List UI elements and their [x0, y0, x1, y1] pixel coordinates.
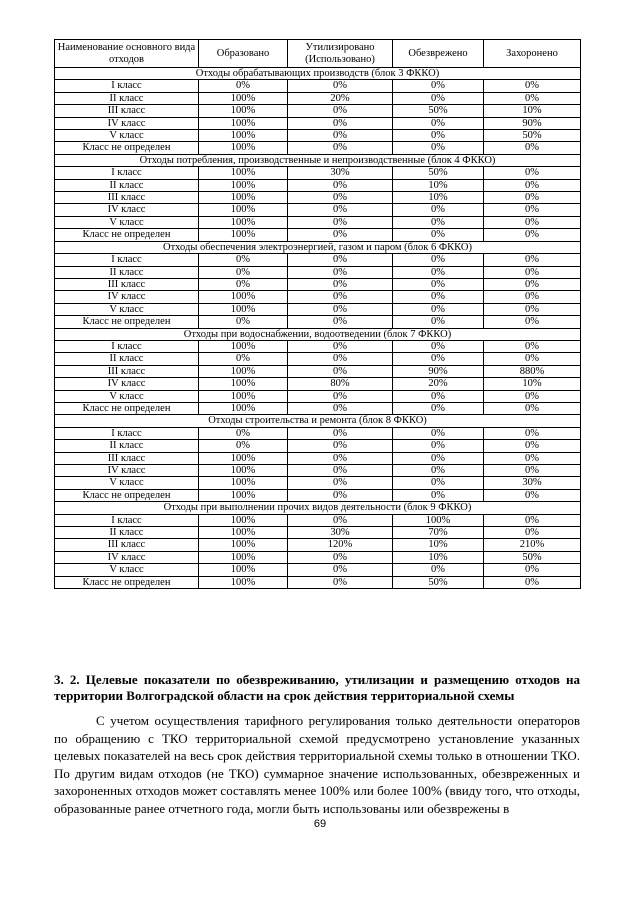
- cell-class: Класс не определен: [55, 316, 199, 328]
- header-utilized: Утилизировано (Использовано): [288, 40, 393, 68]
- cell-utilized: 0%: [288, 229, 393, 241]
- header-buried: Захоронено: [484, 40, 581, 68]
- cell-class: IV класс: [55, 291, 199, 303]
- cell-generated: 0%: [199, 316, 288, 328]
- cell-class: III класс: [55, 365, 199, 377]
- cell-buried: 0%: [484, 80, 581, 92]
- table-row: [55, 564, 581, 576]
- cell-generated: 100%: [199, 117, 288, 129]
- cell-buried: 0%: [484, 576, 581, 588]
- table-row: [55, 117, 581, 129]
- cell-generated: 100%: [199, 192, 288, 204]
- section-title: Отходы при водоснабжении, водоотведении (блок 7 ФККО): [55, 328, 581, 340]
- cell-neutralized: 0%: [393, 92, 484, 104]
- cell-utilized: 0%: [288, 452, 393, 464]
- cell-class: III класс: [55, 539, 199, 551]
- cell-utilized: 0%: [288, 551, 393, 563]
- cell-neutralized: 0%: [393, 303, 484, 315]
- cell-buried: 50%: [484, 130, 581, 142]
- cell-neutralized: 10%: [393, 551, 484, 563]
- cell-neutralized: 20%: [393, 378, 484, 390]
- page-number: 69: [313, 818, 327, 830]
- cell-generated: 0%: [199, 440, 288, 452]
- table-row: [55, 142, 581, 154]
- cell-buried: 30%: [484, 477, 581, 489]
- table-row: [55, 489, 581, 501]
- cell-class: I класс: [55, 254, 199, 266]
- cell-buried: 10%: [484, 378, 581, 390]
- cell-neutralized: 0%: [393, 130, 484, 142]
- cell-class: II класс: [55, 440, 199, 452]
- table-row: [55, 80, 581, 92]
- cell-generated: 100%: [199, 452, 288, 464]
- cell-utilized: 20%: [288, 92, 393, 104]
- section-row: [55, 415, 581, 427]
- cell-buried: 0%: [484, 489, 581, 501]
- table-row: [55, 105, 581, 117]
- cell-buried: 0%: [484, 564, 581, 576]
- cell-utilized: 0%: [288, 440, 393, 452]
- header-waste-type: Наименование основного вида отходов: [55, 40, 199, 68]
- table-row: [55, 229, 581, 241]
- cell-generated: 100%: [199, 291, 288, 303]
- cell-class: III класс: [55, 278, 199, 290]
- cell-class: I класс: [55, 514, 199, 526]
- cell-generated: 0%: [199, 427, 288, 439]
- cell-neutralized: 10%: [393, 539, 484, 551]
- cell-neutralized: 50%: [393, 105, 484, 117]
- table-row: [55, 167, 581, 179]
- cell-buried: 0%: [484, 353, 581, 365]
- cell-neutralized: 70%: [393, 527, 484, 539]
- cell-buried: 210%: [484, 539, 581, 551]
- cell-utilized: 0%: [288, 105, 393, 117]
- cell-class: III класс: [55, 452, 199, 464]
- cell-utilized: 0%: [288, 340, 393, 352]
- section-row: [55, 68, 581, 80]
- cell-neutralized: 0%: [393, 80, 484, 92]
- cell-utilized: 0%: [288, 365, 393, 377]
- cell-neutralized: 0%: [393, 216, 484, 228]
- section-title: Отходы при выполнении прочих видов деятельности (блок 9 ФККО): [55, 502, 581, 514]
- cell-neutralized: 0%: [393, 440, 484, 452]
- cell-neutralized: 0%: [393, 204, 484, 216]
- cell-class: Класс не определен: [55, 576, 199, 588]
- cell-class: II класс: [55, 266, 199, 278]
- cell-generated: 100%: [199, 489, 288, 501]
- cell-neutralized: 0%: [393, 477, 484, 489]
- table-row: [55, 539, 581, 551]
- cell-buried: 0%: [484, 278, 581, 290]
- table-row: [55, 179, 581, 191]
- table-row: [55, 465, 581, 477]
- cell-buried: 0%: [484, 92, 581, 104]
- table-row: [55, 204, 581, 216]
- cell-utilized: 30%: [288, 527, 393, 539]
- table-row: [55, 192, 581, 204]
- table-body: [55, 68, 581, 589]
- cell-utilized: 0%: [288, 266, 393, 278]
- cell-generated: 0%: [199, 266, 288, 278]
- cell-class: Класс не определен: [55, 402, 199, 414]
- cell-neutralized: 0%: [393, 340, 484, 352]
- cell-neutralized: 0%: [393, 278, 484, 290]
- cell-generated: 100%: [199, 378, 288, 390]
- cell-neutralized: 0%: [393, 427, 484, 439]
- cell-utilized: 0%: [288, 465, 393, 477]
- cell-utilized: 0%: [288, 576, 393, 588]
- cell-generated: 100%: [199, 167, 288, 179]
- cell-generated: 100%: [199, 527, 288, 539]
- cell-neutralized: 0%: [393, 452, 484, 464]
- cell-utilized: 0%: [288, 514, 393, 526]
- cell-class: V класс: [55, 390, 199, 402]
- cell-generated: 100%: [199, 216, 288, 228]
- cell-buried: 0%: [484, 427, 581, 439]
- cell-generated: 100%: [199, 130, 288, 142]
- cell-buried: 0%: [484, 390, 581, 402]
- cell-buried: 10%: [484, 105, 581, 117]
- cell-buried: 0%: [484, 440, 581, 452]
- cell-buried: 90%: [484, 117, 581, 129]
- cell-class: II класс: [55, 527, 199, 539]
- cell-buried: 50%: [484, 551, 581, 563]
- cell-utilized: 0%: [288, 303, 393, 315]
- cell-utilized: 0%: [288, 477, 393, 489]
- table-row: [55, 216, 581, 228]
- cell-generated: 100%: [199, 303, 288, 315]
- cell-neutralized: 0%: [393, 316, 484, 328]
- table-row: [55, 353, 581, 365]
- table-row: [55, 390, 581, 402]
- cell-utilized: 0%: [288, 216, 393, 228]
- cell-buried: 0%: [484, 465, 581, 477]
- cell-class: II класс: [55, 179, 199, 191]
- table-row: [55, 278, 581, 290]
- cell-neutralized: 10%: [393, 179, 484, 191]
- table-row: [55, 254, 581, 266]
- cell-utilized: 0%: [288, 254, 393, 266]
- cell-buried: 0%: [484, 229, 581, 241]
- cell-buried: 0%: [484, 402, 581, 414]
- cell-class: Класс не определен: [55, 489, 199, 501]
- cell-class: IV класс: [55, 204, 199, 216]
- cell-generated: 100%: [199, 465, 288, 477]
- cell-buried: 880%: [484, 365, 581, 377]
- section-row: [55, 241, 581, 253]
- table-row: [55, 266, 581, 278]
- cell-buried: 0%: [484, 527, 581, 539]
- cell-utilized: 0%: [288, 353, 393, 365]
- cell-class: V класс: [55, 477, 199, 489]
- cell-buried: 0%: [484, 291, 581, 303]
- header-neutralized: Обезврежено: [393, 40, 484, 68]
- cell-class: I класс: [55, 167, 199, 179]
- cell-utilized: 30%: [288, 167, 393, 179]
- waste-targets-table: [54, 39, 581, 589]
- cell-class: III класс: [55, 105, 199, 117]
- cell-buried: 0%: [484, 303, 581, 315]
- cell-neutralized: 0%: [393, 266, 484, 278]
- cell-class: IV класс: [55, 551, 199, 563]
- table-row: [55, 316, 581, 328]
- table-row: [55, 402, 581, 414]
- cell-utilized: 0%: [288, 489, 393, 501]
- cell-generated: 100%: [199, 92, 288, 104]
- cell-neutralized: 50%: [393, 167, 484, 179]
- section-heading: 3. 2. Целевые показатели по обезвреживанию, утилизации и размещению отходов на территории Волгоградской области на срок действия территориальной схемы: [54, 672, 580, 703]
- table-row: [55, 92, 581, 104]
- table-row: [55, 427, 581, 439]
- cell-generated: 100%: [199, 576, 288, 588]
- table-row: [55, 303, 581, 315]
- cell-generated: 100%: [199, 551, 288, 563]
- cell-neutralized: 0%: [393, 390, 484, 402]
- cell-class: I класс: [55, 80, 199, 92]
- cell-generated: 100%: [199, 514, 288, 526]
- section-title: Отходы обрабатывающих производств (блок 3 ФККО): [55, 68, 581, 80]
- cell-buried: 0%: [484, 216, 581, 228]
- cell-utilized: 0%: [288, 192, 393, 204]
- cell-generated: 100%: [199, 564, 288, 576]
- cell-buried: 0%: [484, 192, 581, 204]
- cell-generated: 100%: [199, 539, 288, 551]
- header-generated: Образовано: [199, 40, 288, 68]
- section-row: [55, 502, 581, 514]
- table-header-row: [55, 40, 581, 68]
- cell-class: III класс: [55, 192, 199, 204]
- cell-buried: 0%: [484, 452, 581, 464]
- section-row: [55, 328, 581, 340]
- cell-class: Класс не определен: [55, 142, 199, 154]
- cell-generated: 100%: [199, 340, 288, 352]
- cell-generated: 100%: [199, 105, 288, 117]
- cell-buried: 0%: [484, 142, 581, 154]
- cell-neutralized: 0%: [393, 117, 484, 129]
- cell-utilized: 0%: [288, 316, 393, 328]
- cell-utilized: 0%: [288, 402, 393, 414]
- cell-generated: 100%: [199, 365, 288, 377]
- table-row: [55, 576, 581, 588]
- cell-class: II класс: [55, 353, 199, 365]
- table-row: [55, 365, 581, 377]
- cell-neutralized: 0%: [393, 353, 484, 365]
- cell-class: V класс: [55, 564, 199, 576]
- cell-neutralized: 100%: [393, 514, 484, 526]
- cell-neutralized: 0%: [393, 489, 484, 501]
- cell-buried: 0%: [484, 204, 581, 216]
- cell-buried: 0%: [484, 254, 581, 266]
- table-row: [55, 477, 581, 489]
- cell-class: V класс: [55, 216, 199, 228]
- section-title: Отходы обеспечения электроэнергией, газом и паром (блок 6 ФККО): [55, 241, 581, 253]
- cell-buried: 0%: [484, 179, 581, 191]
- cell-class: Класс не определен: [55, 229, 199, 241]
- cell-generated: 100%: [199, 229, 288, 241]
- cell-class: IV класс: [55, 465, 199, 477]
- cell-neutralized: 0%: [393, 465, 484, 477]
- cell-neutralized: 0%: [393, 564, 484, 576]
- table-row: [55, 527, 581, 539]
- section-title: Отходы строительства и ремонта (блок 8 ФККО): [55, 415, 581, 427]
- table-row: [55, 130, 581, 142]
- cell-generated: 100%: [199, 179, 288, 191]
- table-row: [55, 452, 581, 464]
- cell-utilized: 0%: [288, 142, 393, 154]
- cell-generated: 100%: [199, 390, 288, 402]
- table-row: [55, 514, 581, 526]
- cell-utilized: 0%: [288, 130, 393, 142]
- cell-class: V класс: [55, 303, 199, 315]
- cell-class: IV класс: [55, 117, 199, 129]
- cell-generated: 0%: [199, 254, 288, 266]
- cell-utilized: 0%: [288, 278, 393, 290]
- cell-neutralized: 50%: [393, 576, 484, 588]
- cell-utilized: 120%: [288, 539, 393, 551]
- cell-utilized: 0%: [288, 80, 393, 92]
- table-row: [55, 340, 581, 352]
- cell-class: IV класс: [55, 378, 199, 390]
- cell-buried: 0%: [484, 266, 581, 278]
- cell-class: I класс: [55, 340, 199, 352]
- cell-buried: 0%: [484, 340, 581, 352]
- cell-generated: 0%: [199, 80, 288, 92]
- table-row: [55, 551, 581, 563]
- section-title: Отходы потребления, производственные и непроизводственные (блок 4 ФККО): [55, 154, 581, 166]
- section-row: [55, 154, 581, 166]
- cell-neutralized: 0%: [393, 142, 484, 154]
- cell-utilized: 0%: [288, 117, 393, 129]
- cell-utilized: 0%: [288, 179, 393, 191]
- body-paragraph: С учетом осуществления тарифного регулирования только деятельности операторов по обращению с ТКО территориальной схемой предусмотрено установление указанных целевых показателей на весь срок действия территориальной схемы только в отношении ТКО. По другим видам отходов (не ТКО) суммарное значение использованных, обезвреженных и захороненных отходов может составлять менее 100% или более 100% (ввиду того, что отходы, образованные ранее отчетного года, могли быть использованы или обезврежены в: [54, 713, 580, 816]
- cell-class: V класс: [55, 130, 199, 142]
- cell-generated: 100%: [199, 402, 288, 414]
- table-row: [55, 378, 581, 390]
- cell-buried: 0%: [484, 167, 581, 179]
- cell-generated: 0%: [199, 353, 288, 365]
- cell-utilized: 0%: [288, 291, 393, 303]
- cell-utilized: 0%: [288, 427, 393, 439]
- cell-generated: 0%: [199, 278, 288, 290]
- cell-generated: 100%: [199, 204, 288, 216]
- table-row: [55, 291, 581, 303]
- cell-buried: 0%: [484, 316, 581, 328]
- cell-neutralized: 10%: [393, 192, 484, 204]
- table-row: [55, 440, 581, 452]
- cell-neutralized: 90%: [393, 365, 484, 377]
- cell-neutralized: 0%: [393, 291, 484, 303]
- cell-neutralized: 0%: [393, 402, 484, 414]
- cell-generated: 100%: [199, 477, 288, 489]
- cell-utilized: 0%: [288, 390, 393, 402]
- cell-neutralized: 0%: [393, 229, 484, 241]
- cell-buried: 0%: [484, 514, 581, 526]
- cell-utilized: 0%: [288, 564, 393, 576]
- cell-class: I класс: [55, 427, 199, 439]
- cell-generated: 100%: [199, 142, 288, 154]
- cell-class: II класс: [55, 92, 199, 104]
- cell-utilized: 0%: [288, 204, 393, 216]
- cell-neutralized: 0%: [393, 254, 484, 266]
- cell-utilized: 80%: [288, 378, 393, 390]
